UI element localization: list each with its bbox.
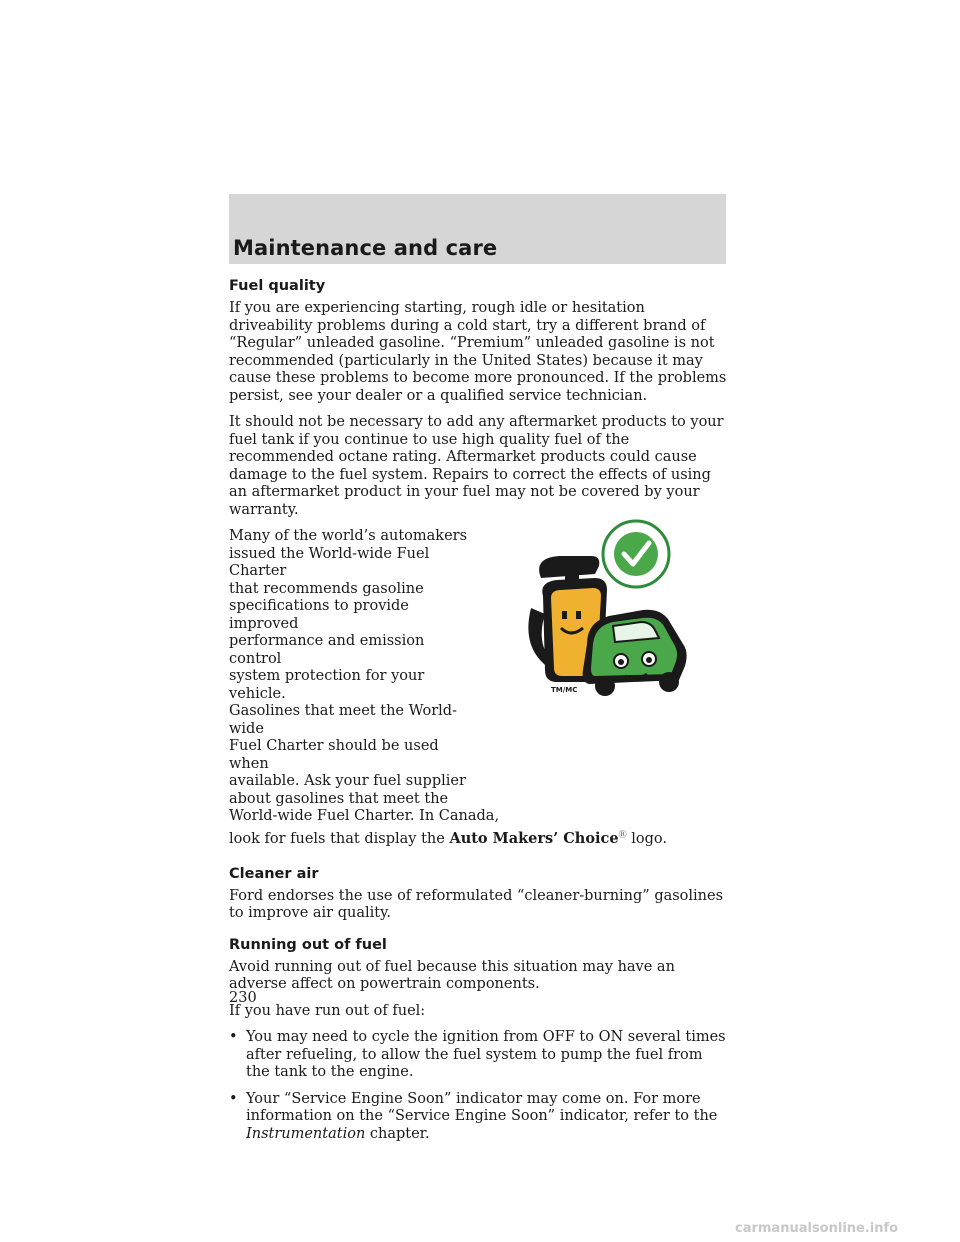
line: Many of the world’s automakers (229, 528, 468, 544)
heading-running-out-of-fuel: Running out of fuel (229, 936, 387, 953)
trademark-label: TM/MC (551, 686, 578, 694)
bullet-text: Your “Service Engine Soon” indicator may come on. For more information on the “Service Engine Soon” indicator, refer to the (246, 1090, 718, 1125)
bullet-icon: • (229, 1029, 238, 1046)
line: system protection for your vehicle. (229, 668, 425, 702)
paragraph-running-out-2: If you have run out of fuel: (229, 1002, 426, 1019)
trademark-icon: Ⓡ (618, 829, 627, 839)
bullet-icon: • (229, 1090, 238, 1107)
auto-makers-choice-logo-image (521, 516, 691, 706)
list-item (229, 1029, 729, 1082)
footer-watermark[interactable]: carmanualsonline.info (735, 1221, 899, 1236)
line-prefix: look for fuels that display the (229, 830, 445, 847)
fuel-charter-paragraph (229, 528, 729, 848)
paragraph-running-out-1: Avoid running out of fuel because this situation may have an adverse affect on powertrain components. (229, 958, 675, 993)
line-suffix: logo. (631, 830, 667, 847)
bullet-text: You may need to cycle the ignition from OFF to ON several times after refueling, to allow the fuel system to pump the fuel from the tank to the engine. (246, 1029, 726, 1081)
line: Gasolines that meet the World-wide (229, 703, 457, 737)
bullet-list (229, 1029, 729, 1143)
bullet-text-suffix: chapter. (369, 1125, 430, 1142)
line: about gasolines that meet the (229, 790, 449, 807)
chapter-reference: Instrumentation (246, 1125, 366, 1142)
heading-fuel-quality: Fuel quality (229, 278, 326, 294)
list-item (229, 1091, 729, 1144)
paragraph-cleaner-air: Ford endorses the use of reformulated “cleaner-burning” gasolines to improve air quality. (229, 887, 724, 922)
section-title: Maintenance and care (233, 236, 498, 260)
brand-name: Auto Makers’ Choice (449, 829, 619, 847)
line: that recommends gasoline (229, 580, 424, 597)
line: World-wide Fuel Charter. In Canada, (229, 808, 500, 824)
page-content (229, 278, 729, 1152)
line: performance and emission control (229, 633, 425, 667)
auto-makers-choice-logo (521, 516, 691, 706)
line: available. Ask your fuel supplier (229, 773, 466, 789)
line: Fuel Charter should be used when (229, 738, 439, 772)
line: specifications to provide improved (229, 598, 409, 632)
paragraph-fuel-quality-1: If you are experiencing starting, rough idle or hesitation driveability problems during a cold start, try a different brand of “Regular” unleaded gasoline. “Premium” unleaded gasoline is not recommended (particularly in the United States) because it may cause these problems to become more pronounced. If the problems persist, see your dealer or a qualified service technician. (229, 300, 727, 404)
page-number: 230 (229, 990, 257, 1006)
paragraph-fuel-quality-2: It should not be necessary to add any aftermarket products to your fuel tank if you continue to use high quality fuel of the recommended octane rating. Aftermarket products could cause damage to the fuel system. Repairs to correct the effects of using an aftermarket product in your fuel may not be covered by your warranty. (229, 414, 724, 518)
line: issued the World-wide Fuel Charter (229, 545, 430, 579)
heading-cleaner-air: Cleaner air (229, 865, 319, 882)
